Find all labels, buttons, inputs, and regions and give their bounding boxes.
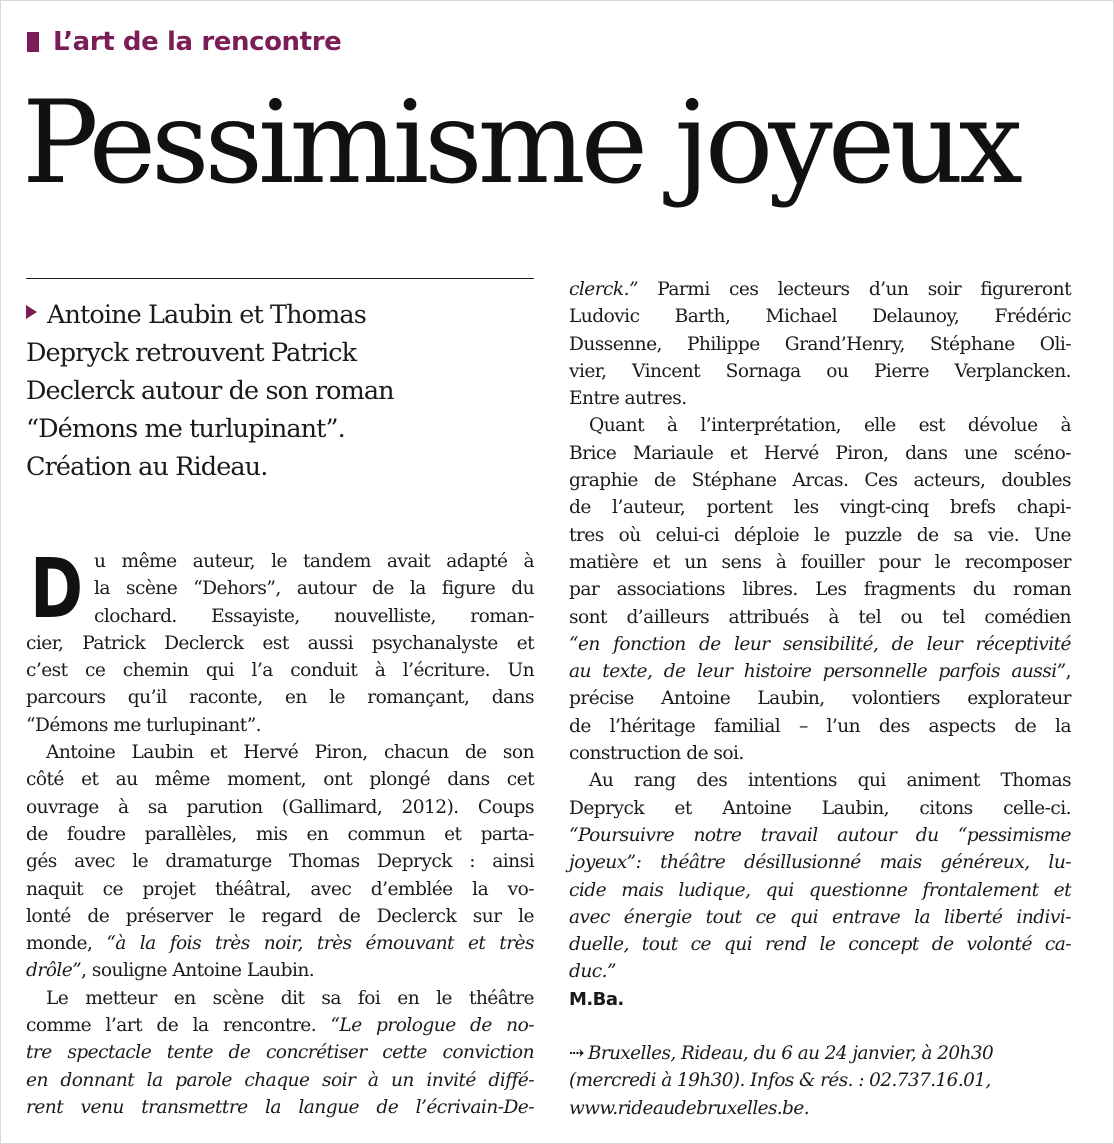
- text-line: Quant à l’interprétation, elle est dévolue à: [589, 415, 1071, 437]
- text-line: tres où celui-ci déploie le puzzle de sa vie. Une: [569, 524, 1071, 546]
- text-line: lonté de préserver le regard de Declerck sur le: [26, 905, 534, 927]
- text-line: monde, “à la fois très noir, très émouvant et très: [26, 933, 535, 955]
- text-line: clochard. Essayiste, nouvelliste, roman-: [94, 605, 534, 627]
- quote: clerck.”: [569, 279, 638, 300]
- text-line: de l’auteur, portent les vingt-cinq brefs chapi-: [569, 497, 1071, 519]
- text-line: “Démons me turlupinant”.: [26, 714, 262, 736]
- quote: au texte, de leur histoire personnelle parfois aussi”: [569, 661, 1066, 683]
- chapo-line: Declerck autour de son roman: [26, 376, 394, 406]
- text-line: Antoine Laubin et Hervé Piron, chacun de son: [46, 742, 534, 764]
- quote: “à la fois très noir, très émouvant et très: [106, 933, 535, 955]
- article-column-left: [26, 542, 535, 1121]
- text-line: au texte, de leur histoire personnelle parfois aussi”,: [569, 661, 1071, 683]
- text-line: parcours qu’il raconte, en le romançant, dans: [26, 687, 534, 709]
- author-signature: M.Ba.: [569, 988, 624, 1010]
- triangle-right-icon: [26, 305, 37, 319]
- text-line: Le metteur en scène dit sa foi en le théâtre: [46, 987, 534, 1009]
- text-line: gés avec le dramaturge Thomas Depryck : ainsi: [26, 851, 534, 873]
- dropcap: D: [30, 542, 83, 637]
- quote: “Le prologue de no-: [330, 1015, 534, 1037]
- kicker-text: L’art de la rencontre: [53, 27, 342, 57]
- text-line: côté et au même moment, ont plongé dans cet: [26, 769, 534, 791]
- text-line: construction de soi.: [569, 743, 744, 765]
- quote: “Poursuivre notre travail autour du “pessimisme: [569, 824, 1071, 846]
- practical-info: [569, 1040, 1071, 1122]
- text-line: Entre autres.: [569, 388, 687, 410]
- text-line: ouvrage à sa parution (Gallimard, 2012). Coups: [26, 796, 534, 818]
- text-line: Au rang des intentions qui animent Thomas: [589, 770, 1071, 792]
- kicker-square-icon: [27, 32, 39, 52]
- arrow-right-icon: ⇢: [569, 1043, 584, 1064]
- text-line: par associations libres. Les fragments du roman: [569, 579, 1071, 601]
- chapo-line: Création au Rideau.: [26, 452, 268, 482]
- text-line: en donnant la parole chaque soir à un invité diffé-: [26, 1069, 534, 1091]
- text-line: cide mais ludique, qui questionne frontalement et: [569, 879, 1071, 901]
- text-line: de foudre parallèles, mis en commun et parta-: [26, 823, 534, 845]
- article-column-right: [569, 276, 1071, 1013]
- text-line: graphie de Stéphane Arcas. Ces acteurs, doubles: [569, 470, 1071, 492]
- text-line: clerck.” Parmi ces lecteurs d’un soir figureront: [569, 279, 1071, 300]
- headline: Pessimisme joyeux: [22, 76, 1018, 209]
- chapo-rule: [26, 278, 534, 279]
- text-line: précise Antoine Laubin, volontiers explorateur: [569, 688, 1071, 710]
- info-line: (mercredi à 19h30). Infos & rés. : 02.737.16.01,: [569, 1070, 991, 1092]
- text-line: [569, 631, 1071, 658]
- text-line: c’est ce chemin qui l’a conduit à l’écriture. Un: [26, 660, 534, 682]
- text-line: duelle, tout ce qui rend le concept de volonté ca-: [569, 934, 1071, 956]
- text-line: u même auteur, le tandem avait adapté à: [94, 551, 534, 572]
- website-link[interactable]: www.rideaudebruxelles.be.: [569, 1097, 810, 1119]
- text-line: Brice Mariaule et Hervé Piron, dans une scéno-: [569, 442, 1071, 464]
- text-line: rent venu transmettre la langue de l’écrivain-De-: [26, 1096, 534, 1118]
- text-line: cier, Patrick Declerck est aussi psychanalyste et: [26, 632, 534, 654]
- text-line: duc.”: [569, 961, 616, 983]
- text-line: matière et un sens à fouiller pour le recomposer: [569, 551, 1071, 573]
- text-line: Dussenne, Philippe Grand’Henry, Stéphane Oli-: [569, 333, 1071, 355]
- chapo-line: Depryck retrouvent Patrick: [26, 338, 357, 368]
- text-line: joyeux”: théâtre désillusionné mais généreux, lu-: [569, 852, 1071, 874]
- text-line: [569, 822, 1071, 849]
- text-line: comme l’art de la rencontre. “Le prologue de no-: [26, 1015, 534, 1037]
- chapo: [26, 296, 534, 486]
- text-line: Ludovic Barth, Michael Delaunoy, Frédéric: [569, 306, 1071, 328]
- text-line: de l’héritage familial – l’un des aspects de la: [569, 715, 1071, 737]
- text-line: vier, Vincent Sornaga ou Pierre Verplancken.: [569, 360, 1071, 382]
- text-line: tre spectacle tente de concrétiser cette conviction: [26, 1042, 534, 1064]
- text-line: naquit ce projet théâtral, avec d’emblée la vo-: [26, 878, 534, 900]
- text-line: Depryck et Antoine Laubin, citons celle-ci.: [569, 797, 1071, 819]
- dropcap-paragraph: [26, 542, 534, 637]
- quote: “en fonction de leur sensibilité, de leur réceptivité: [569, 633, 1071, 655]
- info-line: ⇢ Bruxelles, Rideau, du 6 au 24 janvier, à 20h30: [569, 1043, 994, 1064]
- chapo-line: “Démons me turlupinant”.: [26, 414, 345, 444]
- text-line: avec énergie tout ce qui entrave la liberté indivi-: [569, 906, 1071, 928]
- chapo-line: Antoine Laubin et Thomas: [26, 296, 534, 334]
- quote: drôle”: [26, 960, 82, 982]
- text-line: sont d’ailleurs attribués à tel ou tel comédien: [569, 606, 1071, 628]
- text-line: drôle”, souligne Antoine Laubin.: [26, 960, 315, 982]
- text-line: la scène “Dehors”, autour de la figure du: [94, 578, 534, 600]
- section-kicker: [27, 27, 341, 57]
